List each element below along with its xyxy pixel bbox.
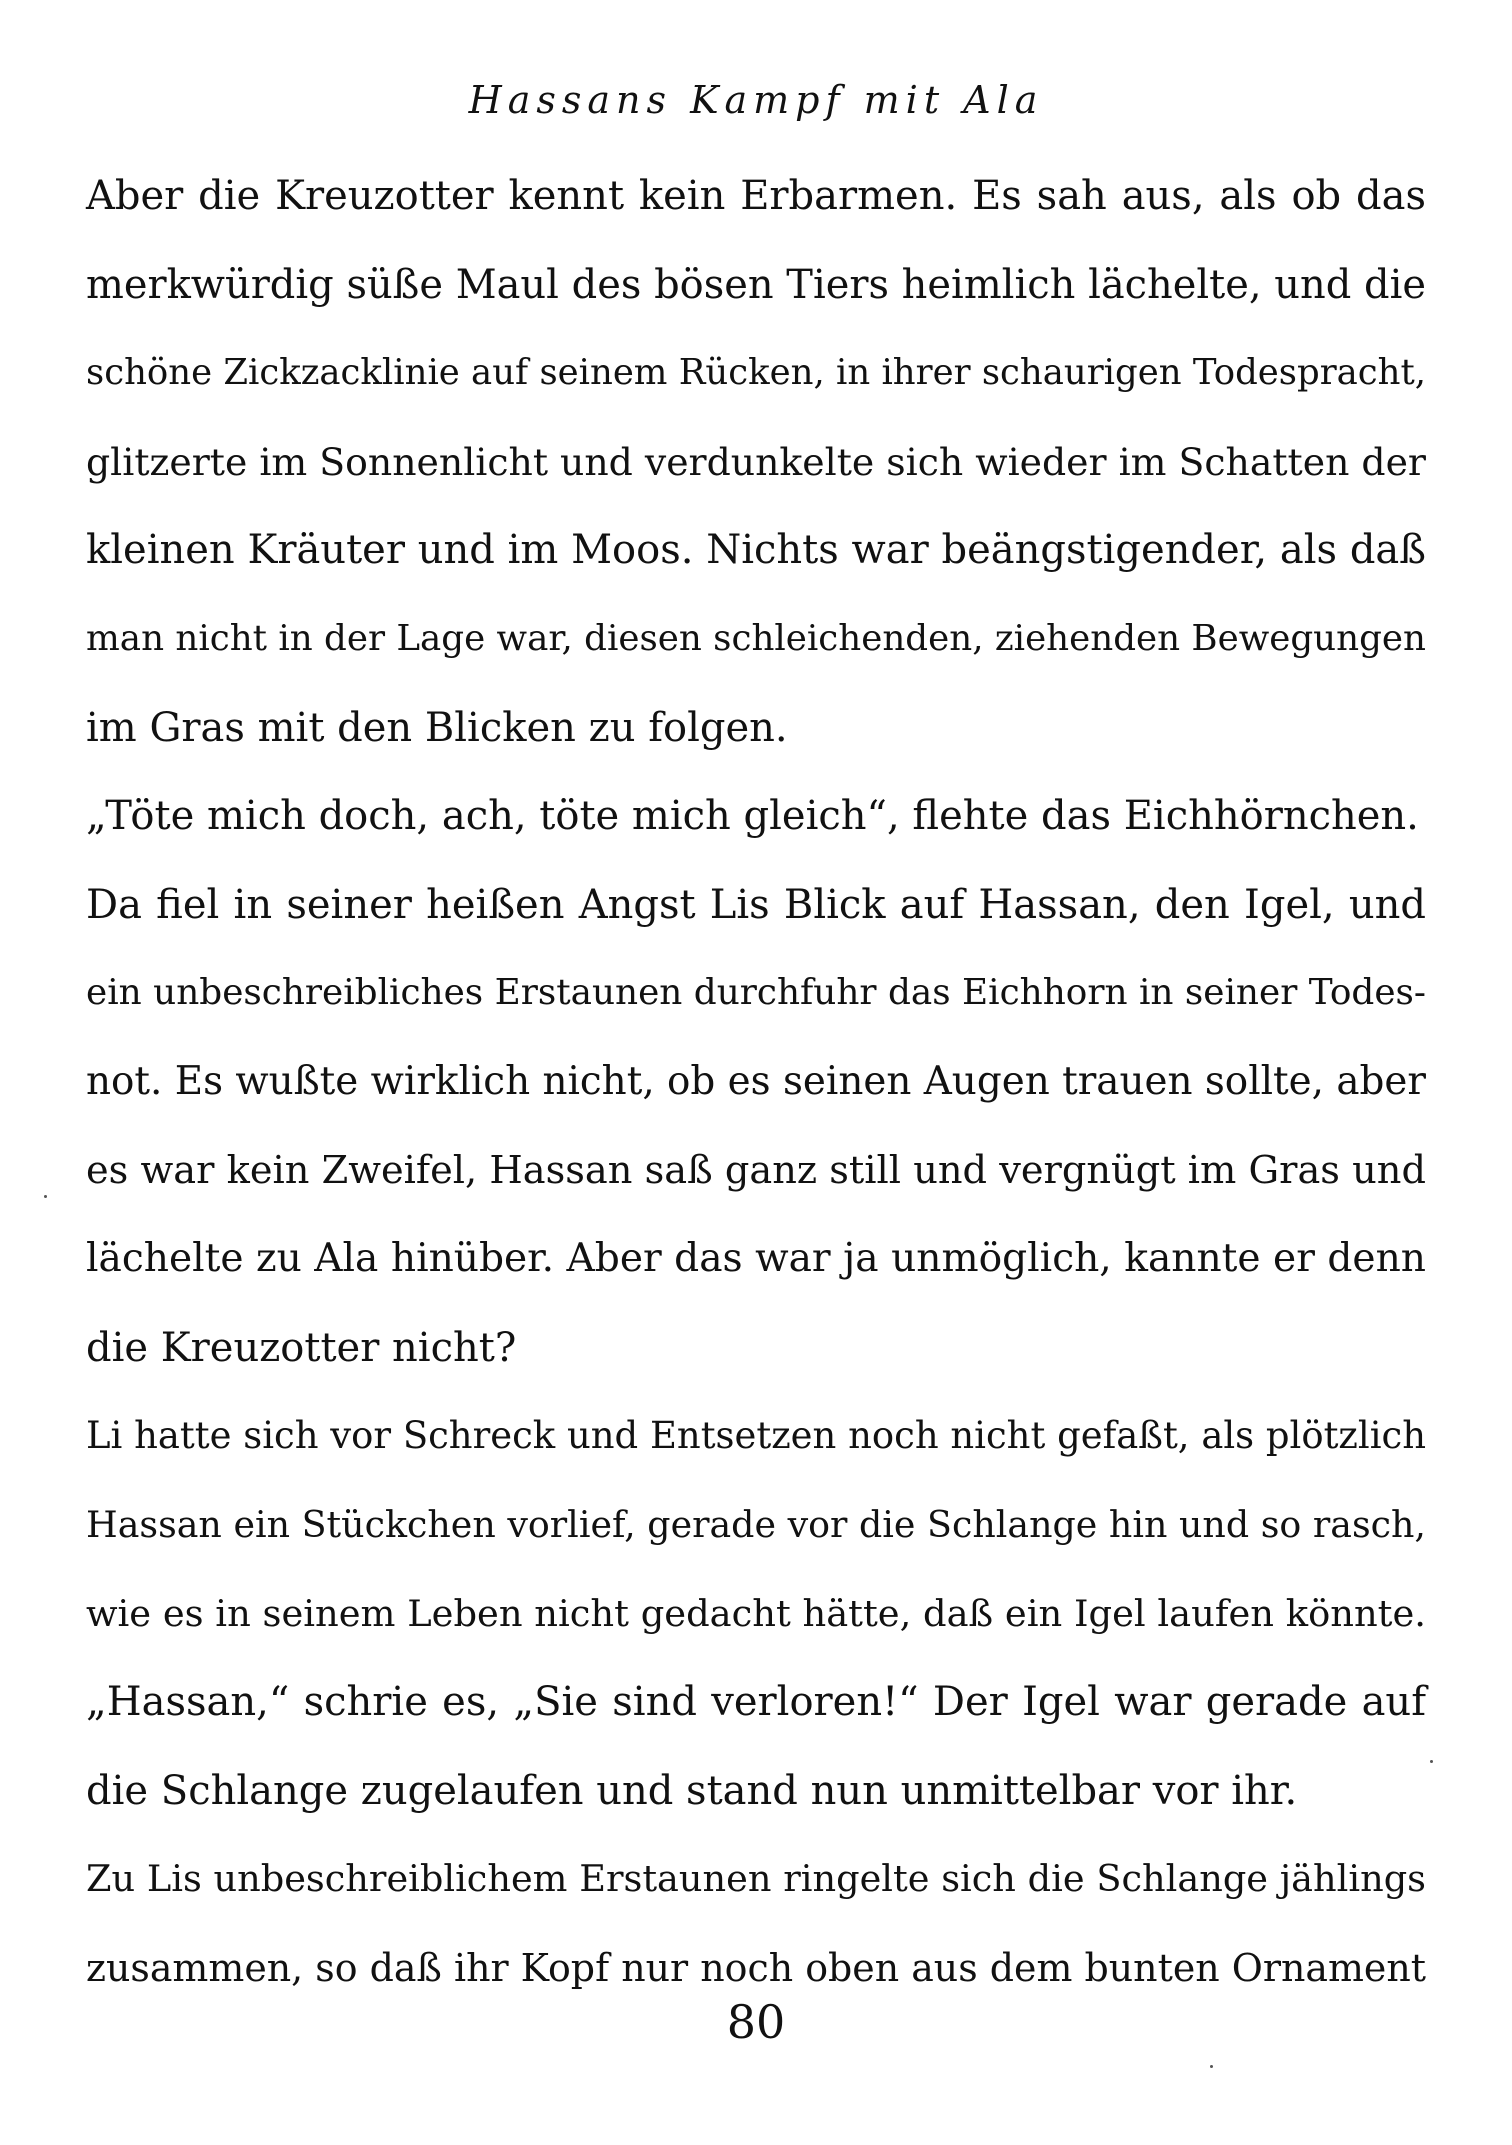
body-text [86,152,1426,2012]
text-line: Da fiel in seiner heißen Angst Lis Blick auf Hassan, den Igel, und [86,881,1426,928]
text-line: Zu Lis unbeschreiblichem Erstaunen ringelte sich die Schlange jählings [86,1857,1426,1901]
paper-speck [1210,2065,1213,2068]
text-line: glitzerte im Sonnenlicht und verdunkelte sich wieder im Schatten der [86,439,1426,484]
text-line: es war kein Zweifel, Hassan saß ganz still und vergnügt im Gras und [86,1147,1426,1193]
text-line: im Gras mit den Blicken zu folgen. [86,704,788,751]
text-line: „Hassan,“ schrie es, „Sie sind verloren!“ Der Igel war gerade auf [86,1679,1426,1726]
running-head: Hassans Kampf mit Ala [468,78,1044,122]
paper-speck [44,1195,47,1198]
text-line: merkwürdig süße Maul des bösen Tiers heimlich lächelte, und die [86,261,1426,308]
page-number: 80 [726,1995,786,2049]
text-line: zusammen, so daß ihr Kopf nur noch oben aus dem bunten Ornament [86,1945,1426,1990]
text-line: Aber die Kreuzotter kennt kein Erbarmen. Es sah aus, als ob das [86,173,1426,219]
text-line: ein unbeschreibliches Erstaunen durchfuhr das Eichhorn in seiner Todes- [86,972,1426,1014]
text-line: die Kreuzotter nicht? [86,1324,517,1371]
text-line: kleinen Kräuter und im Moos. Nichts war beängstigender, als daß [86,527,1426,574]
paper-speck [1430,1760,1433,1763]
text-line: die Schlange zugelaufen und stand nun unmittelbar vor ihr. [86,1767,1298,1814]
text-line: man nicht in der Lage war, diesen schleichenden, ziehenden Bewegungen [86,617,1426,659]
text-line: „Töte mich doch, ach, töte mich gleich“, flehte das Eichhörnchen. [86,793,1419,840]
text-line: Li hatte sich vor Schreck und Entsetzen noch nicht gefaßt, als plötzlich [86,1414,1426,1458]
text-line: schöne Zickzacklinie auf seinem Rücken, in ihrer schaurigen Todespracht, [86,352,1427,394]
text-line: wie es in seinem Leben nicht gedacht hätte, daß ein Igel laufen könnte. [86,1591,1426,1635]
text-line: Hassan ein Stückchen vorlief, gerade vor die Schlange hin und so rasch, [86,1502,1426,1546]
text-line: not. Es wußte wirklich nicht, ob es seinen Augen trauen sollte, aber [86,1058,1426,1104]
text-line: lächelte zu Ala hinüber. Aber das war ja unmöglich, kannte er denn [86,1236,1426,1282]
